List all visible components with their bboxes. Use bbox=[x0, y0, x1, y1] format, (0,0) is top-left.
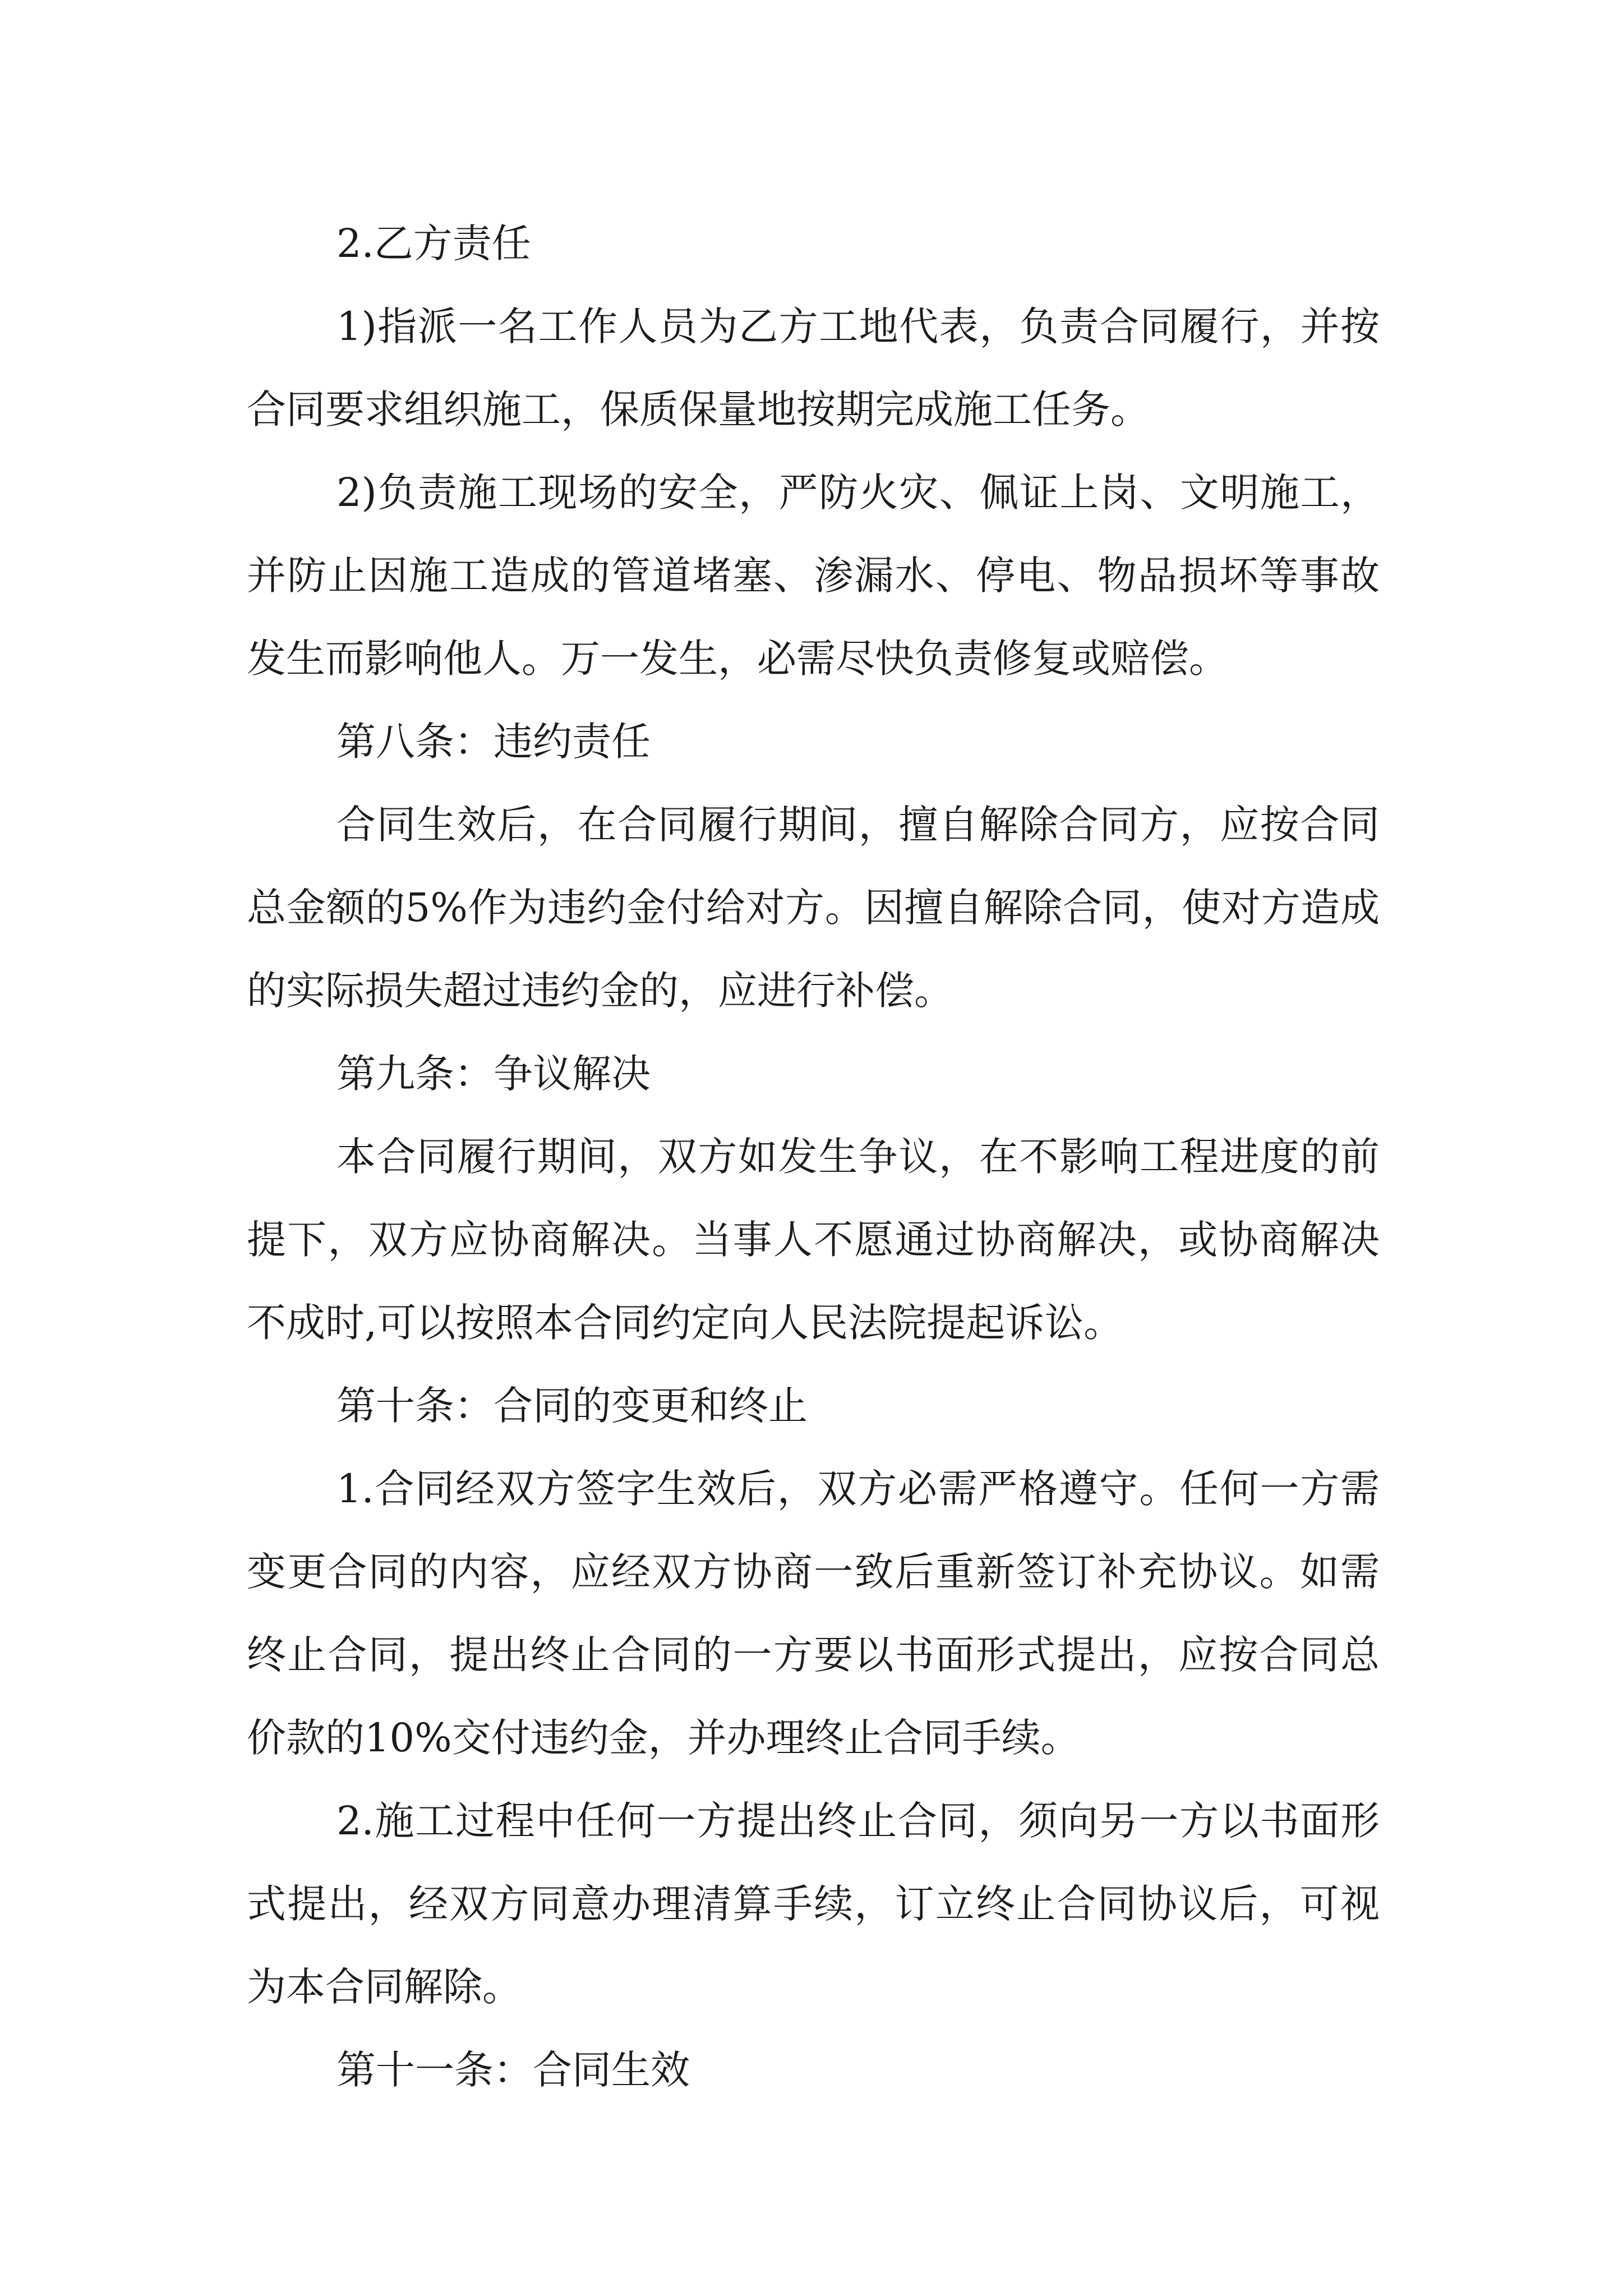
clause-1-site-representative: 1)指派一名工作人员为乙方工地代表，负责合同履行，并按合同要求组织施工，保质保量地按期完成施工任务。 bbox=[247, 303, 1380, 432]
article-8-body: 合同生效后，在合同履行期间，擅自解除合同方，应按合同总金额的5%作为违约金付给对方。因擅自解除合同，使对方造成的实际损失超过违约金的，应进行补偿。 bbox=[247, 802, 1380, 1014]
article-10-clause-2: 2.施工过程中任何一方提出终止合同，须向另一方以书面形式提出，经双方同意办理清算手续，订立终止合同协议后，可视为本合同解除。 bbox=[247, 1798, 1380, 2010]
clause-2-site-safety: 2)负责施工现场的安全，严防火灾、佩证上岗、文明施工，并防止因施工造成的管道堵塞、渗漏水、停电、物品损坏等事故发生而影响他人。万一发生，必需尽快负责修复或赔偿。 bbox=[247, 470, 1380, 682]
article-9-heading: 第九条：争议解决 bbox=[336, 1051, 651, 1097]
document-page bbox=[247, 202, 1380, 2111]
article-11-heading: 第十一条：合同生效 bbox=[336, 2047, 690, 2093]
article-10-heading: 第十条：合同的变更和终止 bbox=[336, 1383, 808, 1429]
article-9-body: 本合同履行期间，双方如发生争议，在不影响工程进度的前提下，双方应协商解决。当事人不愿通过协商解决，或协商解决不成时,可以按照本合同约定向人民法院提起诉讼。 bbox=[247, 1134, 1380, 1346]
section-heading-party-b-responsibility: 2.乙方责任 bbox=[336, 220, 531, 266]
article-10-clause-1: 1.合同经双方签字生效后，双方必需严格遵守。任何一方需变更合同的内容，应经双方协商一致后重新签订补充协议。如需终止合同，提出终止合同的一方要以书面形式提出，应按合同总价款的10%交付违约金，并办理终止合同手续。 bbox=[247, 1466, 1380, 1761]
article-8-heading: 第八条：违约责任 bbox=[336, 719, 651, 765]
